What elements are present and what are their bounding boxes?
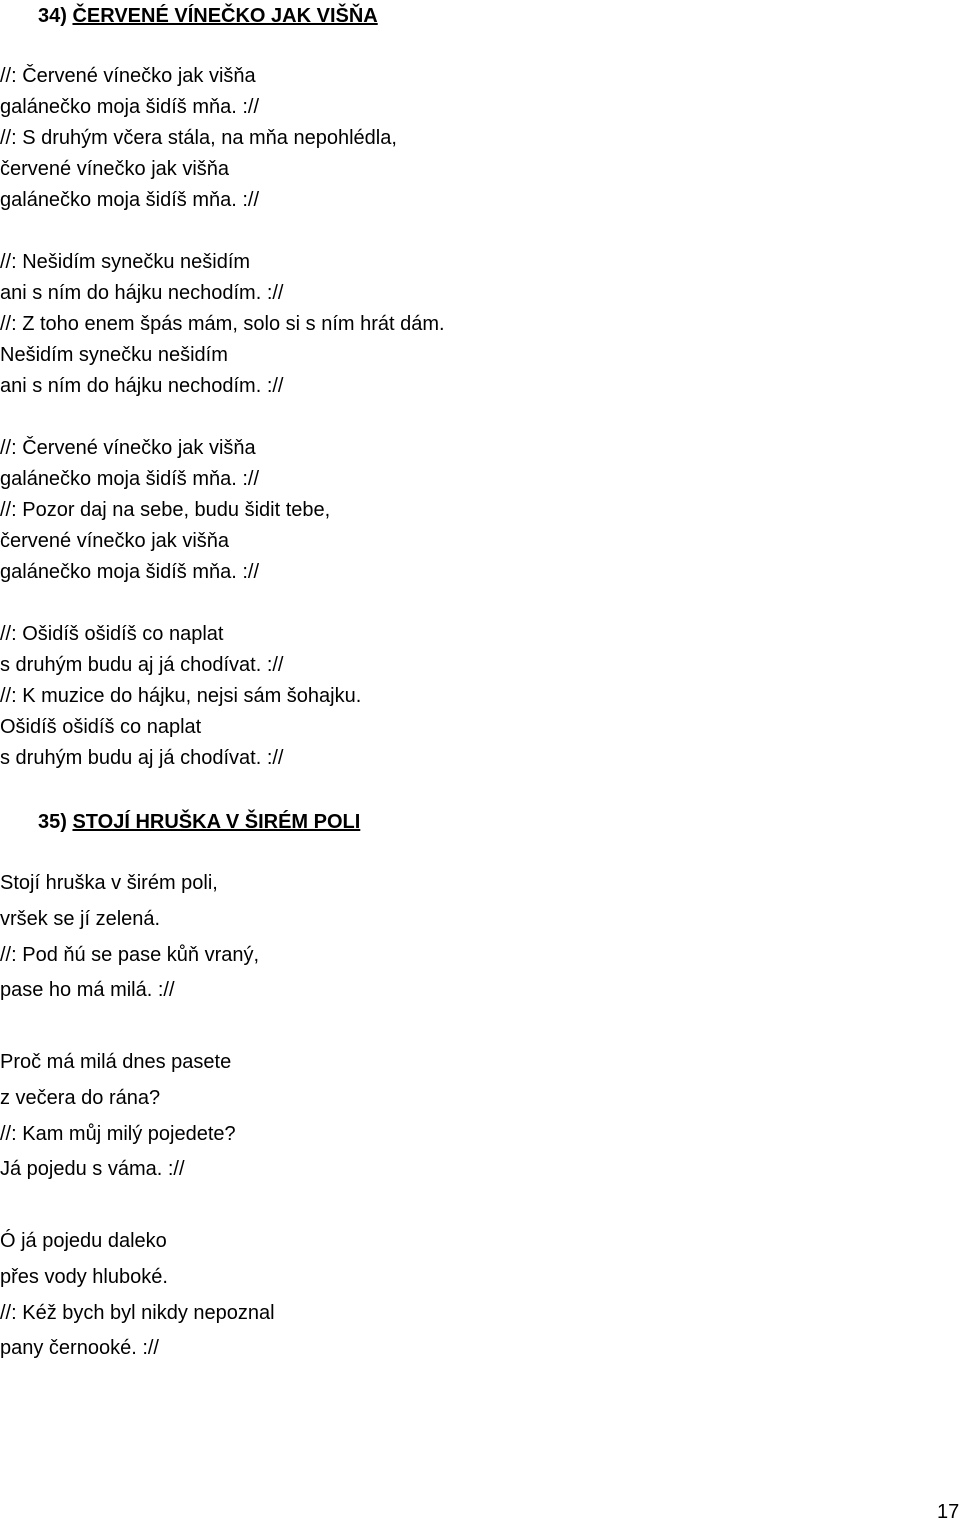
stanza <box>0 433 445 588</box>
lyric-line: ani s ním do hájku nechodím. :// <box>0 282 284 304</box>
lyric-line: ani s ním do hájku nechodím. :// <box>0 375 284 397</box>
lyric-line: //: Ošidíš ošidíš co naplat <box>0 623 224 645</box>
song-lyrics-35 <box>0 866 275 1367</box>
stanza <box>0 866 275 1009</box>
lyric-line: //: Pod ňú se pase kůň vraný, <box>0 943 260 966</box>
stanza <box>0 247 445 402</box>
lyric-line: vršek se jí zelená. <box>0 907 161 930</box>
lyric-line: Nešidím synečku nešidím <box>0 344 228 366</box>
lyric-line: Ošidíš ošidíš co naplat <box>0 716 202 738</box>
lyric-line: //: Nešidím synečku nešidím <box>0 251 251 273</box>
stanza <box>0 1224 275 1367</box>
stanza <box>0 61 445 216</box>
lyric-line: červené vínečko jak višňa <box>0 530 230 552</box>
stanza <box>0 1045 275 1188</box>
stanza <box>0 619 445 774</box>
lyric-line: pany černooké. :// <box>0 1337 159 1360</box>
lyric-line: //: K muzice do hájku, nejsi sám šohajku. <box>0 685 362 707</box>
song-lyrics-34 <box>0 61 445 774</box>
page-number: 17 <box>937 1501 960 1523</box>
lyric-line: //: Z toho enem špás mám, solo si s ním hrát dám. <box>0 313 445 335</box>
lyric-line: galánečko moja šidíš mňa. :// <box>0 96 260 118</box>
song-title-35 <box>38 810 360 834</box>
lyric-line: //: Kéž bych byl nikdy nepoznal <box>0 1301 275 1324</box>
song-number: 35) <box>38 811 67 833</box>
lyric-line: přes vody hluboké. <box>0 1265 168 1288</box>
song-title-text: STOJÍ HRUŠKA V ŠIRÉM POLI <box>72 811 361 833</box>
lyric-line: galánečko moja šidíš mňa. :// <box>0 189 260 211</box>
lyric-line: //: Pozor daj na sebe, budu šidit tebe, <box>0 499 331 521</box>
lyric-line: galánečko moja šidíš mňa. :// <box>0 468 260 490</box>
lyric-line: //: S druhým včera stála, na mňa nepohlédla, <box>0 127 397 149</box>
lyric-line: z večera do rána? <box>0 1086 161 1109</box>
lyric-line: Já pojedu s váma. :// <box>0 1158 185 1181</box>
lyric-line: //: Kam můj milý pojedete? <box>0 1122 236 1145</box>
lyric-line: s druhým budu aj já chodívat. :// <box>0 654 284 676</box>
lyric-line: galánečko moja šidíš mňa. :// <box>0 561 260 583</box>
lyric-line: pase ho má milá. :// <box>0 979 175 1002</box>
song-title-text: ČERVENÉ VÍNEČKO JAK VIŠŇA <box>72 5 378 27</box>
lyric-line: //: Červené vínečko jak višňa <box>0 437 256 459</box>
song-number: 34) <box>38 5 67 27</box>
song-title-34 <box>38 4 378 28</box>
lyric-line: //: Červené vínečko jak višňa <box>0 65 256 87</box>
lyric-line: červené vínečko jak višňa <box>0 158 230 180</box>
lyric-line: Proč má milá dnes pasete <box>0 1050 232 1073</box>
lyric-line: s druhým budu aj já chodívat. :// <box>0 747 284 769</box>
lyric-line: Ó já pojedu daleko <box>0 1229 167 1252</box>
lyric-line: Stojí hruška v širém poli, <box>0 872 218 894</box>
